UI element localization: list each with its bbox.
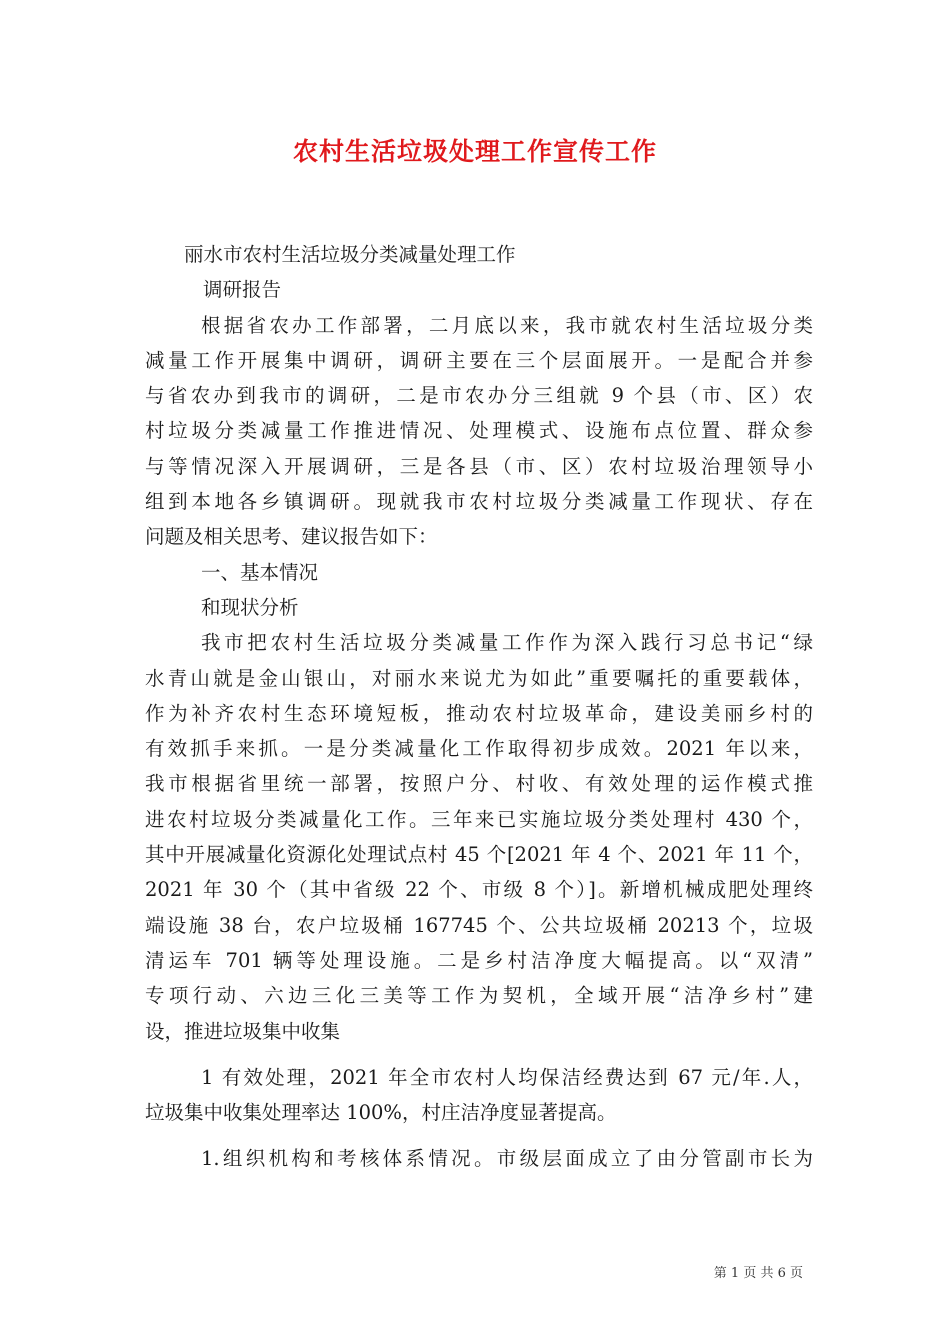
paragraph-line: 与等情况深入开展调研，三是各县（市、区）农村垃圾治理领导小	[145, 454, 813, 478]
paragraph-line: 减量工作开展集中调研，调研主要在三个层面展开。一是配合并参	[145, 348, 813, 372]
paragraph-line: 端设施 38 台，农户垃圾桶 167745 个、公共垃圾桶 20213 个，垃圾	[145, 913, 813, 937]
section-heading-cont: 和现状分析	[201, 595, 299, 619]
paragraph-line: 根据省农办工作部署，二月底以来，我市就农村生活垃圾分类	[201, 313, 813, 337]
paragraph-line: 1 有效处理，2021 年全市农村人均保洁经费达到 67 元/年.人，	[201, 1065, 813, 1089]
paragraph-line: 村垃圾分类减量工作推进情况、处理模式、设施布点位置、群众参	[145, 419, 813, 443]
paragraph-line: 组到本地各乡镇调研。现就我市农村垃圾分类减量工作现状、存在	[145, 490, 813, 514]
paragraph-line: 清运车 701 辆等处理设施。二是乡村洁净度大幅提高。以“双清”	[145, 948, 813, 972]
paragraph-line: 设，推进垃圾集中收集	[145, 1019, 341, 1043]
paragraph-line: 2021 年 30 个（其中省级 22 个、市级 8 个）]。新增机械成肥处理终	[145, 878, 813, 902]
paragraph-line: 与省农办到我市的调研，二是市农办分三组就 9 个县（市、区）农	[145, 384, 813, 408]
paragraph-line: 我市把农村生活垃圾分类减量工作作为深入践行习总书记“绿	[201, 631, 813, 655]
paragraph-line: 水青山就是金山银山，对丽水来说尤为如此”重要嘱托的重要载体，	[145, 666, 813, 690]
paragraph-line: 进农村垃圾分类减量化工作。三年来已实施垃圾分类处理村 430 个，	[145, 807, 813, 831]
section-heading: 一、基本情况	[201, 560, 319, 584]
document-title: 农村生活垃圾处理工作宣传工作	[292, 137, 657, 166]
paragraph-line: 其中开展减量化资源化处理试点村 45 个[2021 年 4 个、2021 年 11 个，	[145, 843, 813, 867]
paragraph-line: 问题及相关思考、建议报告如下：	[145, 525, 438, 549]
paragraph-line: 1.组织机构和考核体系情况。市级层面成立了由分管副市长为	[201, 1147, 813, 1171]
paragraph-line: 有效抓手来抓。一是分类减量化工作取得初步成效。2021 年以来，	[145, 737, 813, 761]
page-number: 第 1 页 共 6 页	[713, 1266, 803, 1281]
paragraph-line: 作为补齐农村生态环境短板，推动农村垃圾革命，建设美丽乡村的	[145, 701, 813, 725]
paragraph-line: 专项行动、六边三化三美等工作为契机，全域开展“洁净乡村”建	[145, 984, 813, 1008]
subtitle-line-1: 丽水市农村生活垃圾分类减量处理工作	[184, 243, 516, 266]
document-body	[145, 237, 813, 1177]
paragraph-line: 垃圾集中收集处理率达 100%，村庄洁净度显著提高。	[145, 1101, 617, 1125]
paragraph-line: 我市根据省里统一部署，按照户分、村收、有效处理的运作模式推	[145, 772, 813, 796]
subtitle-line-2: 调研报告	[203, 278, 282, 302]
